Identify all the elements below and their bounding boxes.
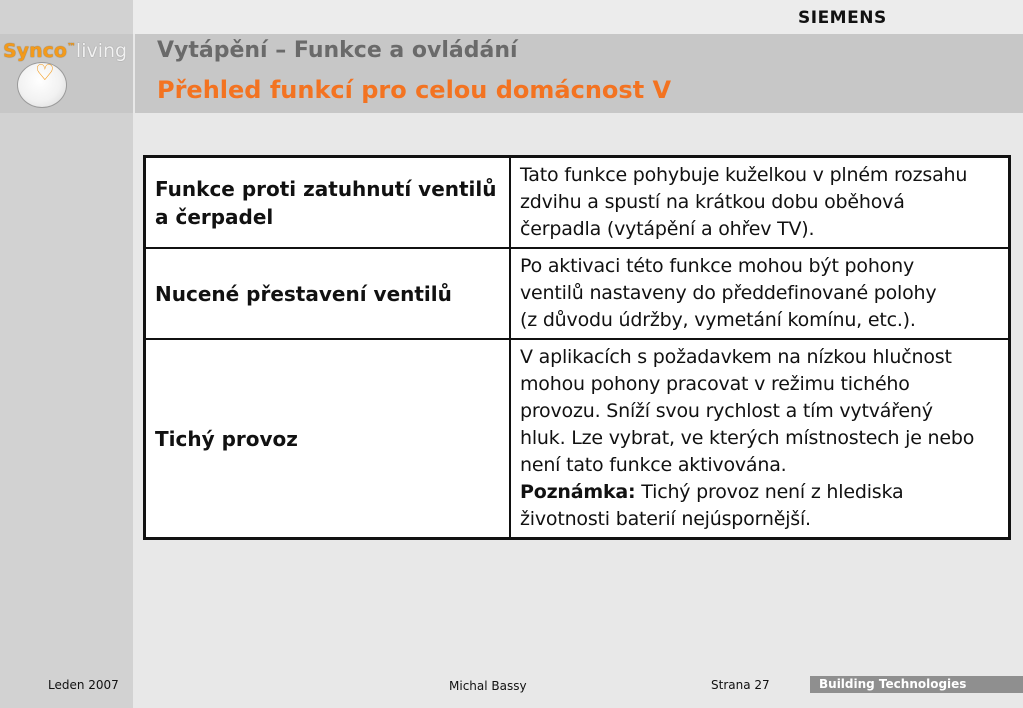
synco-logo (3, 40, 127, 62)
description-line: hluk. Lze vybrat, ve kterých místnostech je nebo (520, 427, 975, 449)
logo-tm: ™ (66, 42, 76, 53)
description-line: (z důvodu údržby, vymetání komínu, etc.). (520, 309, 916, 331)
logo-separator (133, 34, 135, 113)
note-label: Poznámka: (520, 481, 636, 503)
division-label: Building Technologies (819, 677, 967, 691)
note-text: Tichý provoz není z hlediska (635, 481, 904, 503)
description-line: provozu. Sníží svou rychlost a tím vytvářený (520, 400, 933, 422)
function-name: Nucené přestavení ventilů (145, 248, 511, 339)
table-row (145, 248, 1010, 339)
function-description (510, 248, 1010, 339)
note-line (520, 479, 999, 506)
table-row (145, 339, 1010, 539)
description-line: Tato funkce pohybuje kuželkou v plném rozsahu (520, 164, 968, 186)
logo-synco: Synco (3, 40, 67, 62)
footer-date: Leden 2007 (48, 678, 119, 692)
description-line: čerpadla (vytápění a ohřev TV). (520, 218, 815, 240)
heart-icon: ♡ (35, 61, 55, 86)
slide-title: Vytápění – Funkce a ovládání (157, 38, 518, 63)
function-name: Tichý provoz (145, 339, 511, 539)
division-badge (810, 676, 1023, 693)
note-line-continued: životnosti baterií nejúspornější. (520, 508, 811, 530)
table-row (145, 157, 1010, 249)
description-line: zdvihu a spustí na krátkou dobu oběhová (520, 191, 905, 213)
description-line: Po aktivaci této funkce mohou být pohony (520, 255, 914, 277)
function-name: Funkce proti zatuhnutí ventilů a čerpadel (145, 157, 511, 249)
footer-page-number: Strana 27 (711, 678, 770, 692)
function-description (510, 339, 1010, 539)
footer-author: Michal Bassy (449, 679, 527, 693)
logo-living: living (75, 40, 128, 62)
description-line: V aplikacích s požadavkem na nízkou hlučnost (520, 346, 952, 368)
top-strip (133, 0, 1023, 34)
functions-table (143, 155, 1011, 540)
function-description (510, 157, 1010, 249)
description-line: ventilů nastaveny do předdefinované polohy (520, 282, 937, 304)
description-line: není tato funkce aktivována. (520, 454, 787, 476)
slide-subtitle: Přehled funkcí pro celou domácnost V (157, 76, 672, 104)
siemens-brand: SIEMENS (798, 8, 887, 28)
description-line: mohou pohony pracovat v režimu tichého (520, 373, 910, 395)
